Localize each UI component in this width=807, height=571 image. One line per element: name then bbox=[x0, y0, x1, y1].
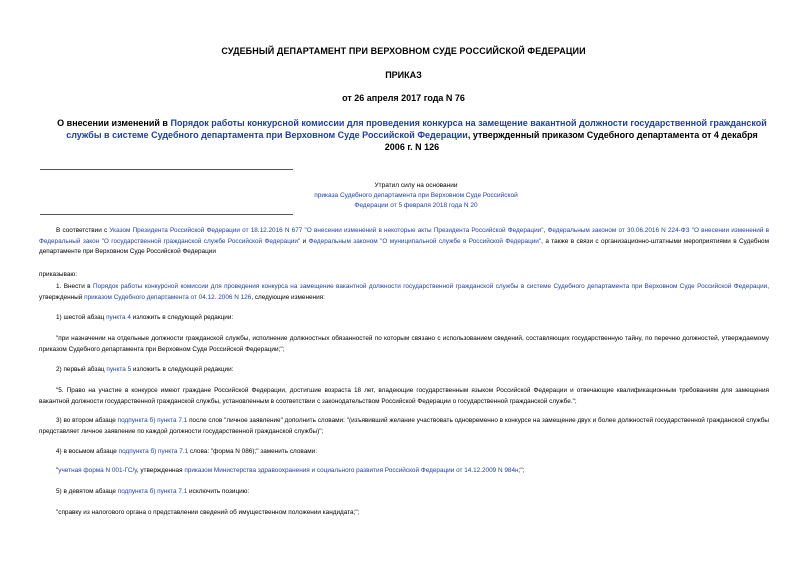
sub-item-2 bbox=[39, 365, 769, 376]
subpoint-7-1-link[interactable]: подпункта б) пункта 7.1 bbox=[118, 448, 189, 455]
sub-item-4 bbox=[39, 447, 769, 458]
preamble-text: и bbox=[300, 237, 309, 245]
order-word: приказываю: bbox=[39, 271, 77, 278]
sub-item-5 bbox=[39, 487, 769, 498]
preamble-text: В соответствии с bbox=[56, 227, 110, 234]
quote-4 bbox=[39, 466, 769, 477]
sub-item-text: исключить позицию: bbox=[187, 488, 250, 495]
lost-force-note bbox=[296, 181, 536, 211]
order-heading: ПРИКАЗ bbox=[385, 70, 422, 80]
sub-item-text: 1) шестой абзац bbox=[56, 314, 107, 321]
item-1-procedure-link[interactable]: Порядок работы конкурсной комиссии для проведения конкурса на замещение вакантной должности государственной гражданской службы в системе Судебного департамента при Верховном Суде Российской Федерации bbox=[93, 283, 768, 290]
quote-text: " bbox=[56, 467, 59, 474]
order-date: от 26 апреля 2017 года N 76 bbox=[342, 93, 465, 103]
item-1-order-link[interactable]: приказом Судебного департамента от 04.12. 2006 N 126 bbox=[84, 293, 252, 301]
item-1-text: , утвержденный bbox=[39, 283, 770, 301]
sub-item-text: 4) в восьмом абзаце bbox=[56, 448, 119, 455]
sub-item-text: 3) во втором абзаце bbox=[56, 417, 118, 424]
preamble-text: , а также в связи с организационно-штатными мероприятиями в Судебном департаменте при Верховном Суде Российской Федерации bbox=[39, 237, 769, 255]
subpoint-7-1-link[interactable]: подпункта б) пункта 7.1 bbox=[117, 488, 188, 495]
lost-force-link[interactable]: приказа Судебного департамента при Верховном Суде Российской Федерации от 5 февраля 2018 года N 20 bbox=[314, 192, 518, 209]
preamble-link-municipal-law[interactable]: Федеральным законом "О муниципальной службе в Российской Федерации" bbox=[308, 237, 542, 245]
sub-item-1 bbox=[39, 313, 769, 324]
department-heading: СУДЕБНЫЙ ДЕПАРТАМЕНТ ПРИ ВЕРХОВНОМ СУДЕ РОССИЙСКОЙ ФЕДЕРАЦИИ bbox=[221, 46, 586, 56]
title-link[interactable]: Порядок работы конкурсной комиссии для проведения конкурса на замещение вакантной должности государственной гражданской службы в системе Судебного департамента при Верховном Суде Российской Федерации bbox=[66, 118, 767, 140]
point-5-link[interactable]: пункта 5 bbox=[106, 366, 132, 373]
ministry-order-link[interactable]: приказом Министерства здравоохранения и социального развития Российской Федерации от 14.12.2009 N 984н bbox=[184, 467, 519, 474]
divider-bottom bbox=[40, 214, 293, 215]
title-suffix: , утвержденный приказом Судебного департамента от 4 декабря 2006 г. N 126 bbox=[384, 130, 758, 152]
form-001-link[interactable]: учетная форма N 001-ГС/у bbox=[58, 467, 137, 474]
sub-item-3 bbox=[39, 416, 769, 437]
item-1-paragraph bbox=[39, 282, 769, 303]
quote-2: "5. Право на участие в конкурсе имеют граждане Российской Федерации, достигшие возраста 18 лет, владеющие государственным языком Российской Федерации и отвечающие квалификационным требованиям для замещения вакантной должности государственной гражданской службы, установленным в соответствии с законодательством Российской Федерации о государственной гражданской службе."; bbox=[39, 387, 769, 405]
preamble-paragraph bbox=[39, 226, 769, 258]
sub-item-text: изложить в следующей редакции: bbox=[131, 366, 234, 373]
sub-item-text: 2) первый абзац bbox=[56, 366, 107, 373]
document-title bbox=[56, 117, 768, 153]
sub-item-text: изложить в следующей редакции: bbox=[130, 314, 234, 321]
divider-top bbox=[40, 169, 293, 170]
lost-force-label: Утратил силу на основании bbox=[374, 182, 458, 189]
sub-item-text: слова: "форма N 086);" заменить словами: bbox=[188, 448, 317, 455]
item-1-text: , следующие изменения: bbox=[251, 293, 325, 301]
quote-5: "справку из налогового органа о представлении сведений об имущественном положении кандидата;"; bbox=[56, 509, 360, 516]
point-4-link[interactable]: пункта 4 bbox=[106, 314, 131, 321]
quote-text: , утвержденная bbox=[136, 467, 185, 474]
title-prefix: О внесении изменений в bbox=[57, 118, 171, 128]
subpoint-7-1-link[interactable]: подпункта б) пункта 7.1 bbox=[117, 417, 188, 424]
quote-text: ;"; bbox=[518, 467, 525, 474]
preamble-link-decree[interactable]: Указом Президента Российской Федерации от 18.12.2016 N 677 "О внесении изменений в некоторые акты Президента Российской Федерации" bbox=[109, 227, 544, 234]
preamble-text: , bbox=[543, 227, 548, 234]
sub-item-text: после слов "личное заявление" дополнить словами: "(изъявивший желание участвовать одновременно в конкурсе на замещение двух и более должностей государственной гражданской службы представляет личное заявление по каждой должности государственной гражданской службы)"; bbox=[39, 417, 769, 435]
item-1-text: 1. Внести в bbox=[56, 283, 93, 290]
preamble-link-law-224[interactable]: Федеральным законом от 30.06.2016 N 224-ФЗ "О внесении изменений в Федеральный закон "О государственной гражданской службе Российской Федерации" bbox=[39, 227, 770, 245]
quote-1: "при назначении на отдельные должности гражданской службы, исполнение должностных обязанностей по которым связано с использованием сведений, составляющих государственную тайну, по перечню должностей, утверждаемому приказом Судебного департамента при Верховном Суде Российской Федерации;"; bbox=[39, 335, 769, 353]
sub-item-text: 5) в девятом абзаце bbox=[56, 488, 118, 495]
